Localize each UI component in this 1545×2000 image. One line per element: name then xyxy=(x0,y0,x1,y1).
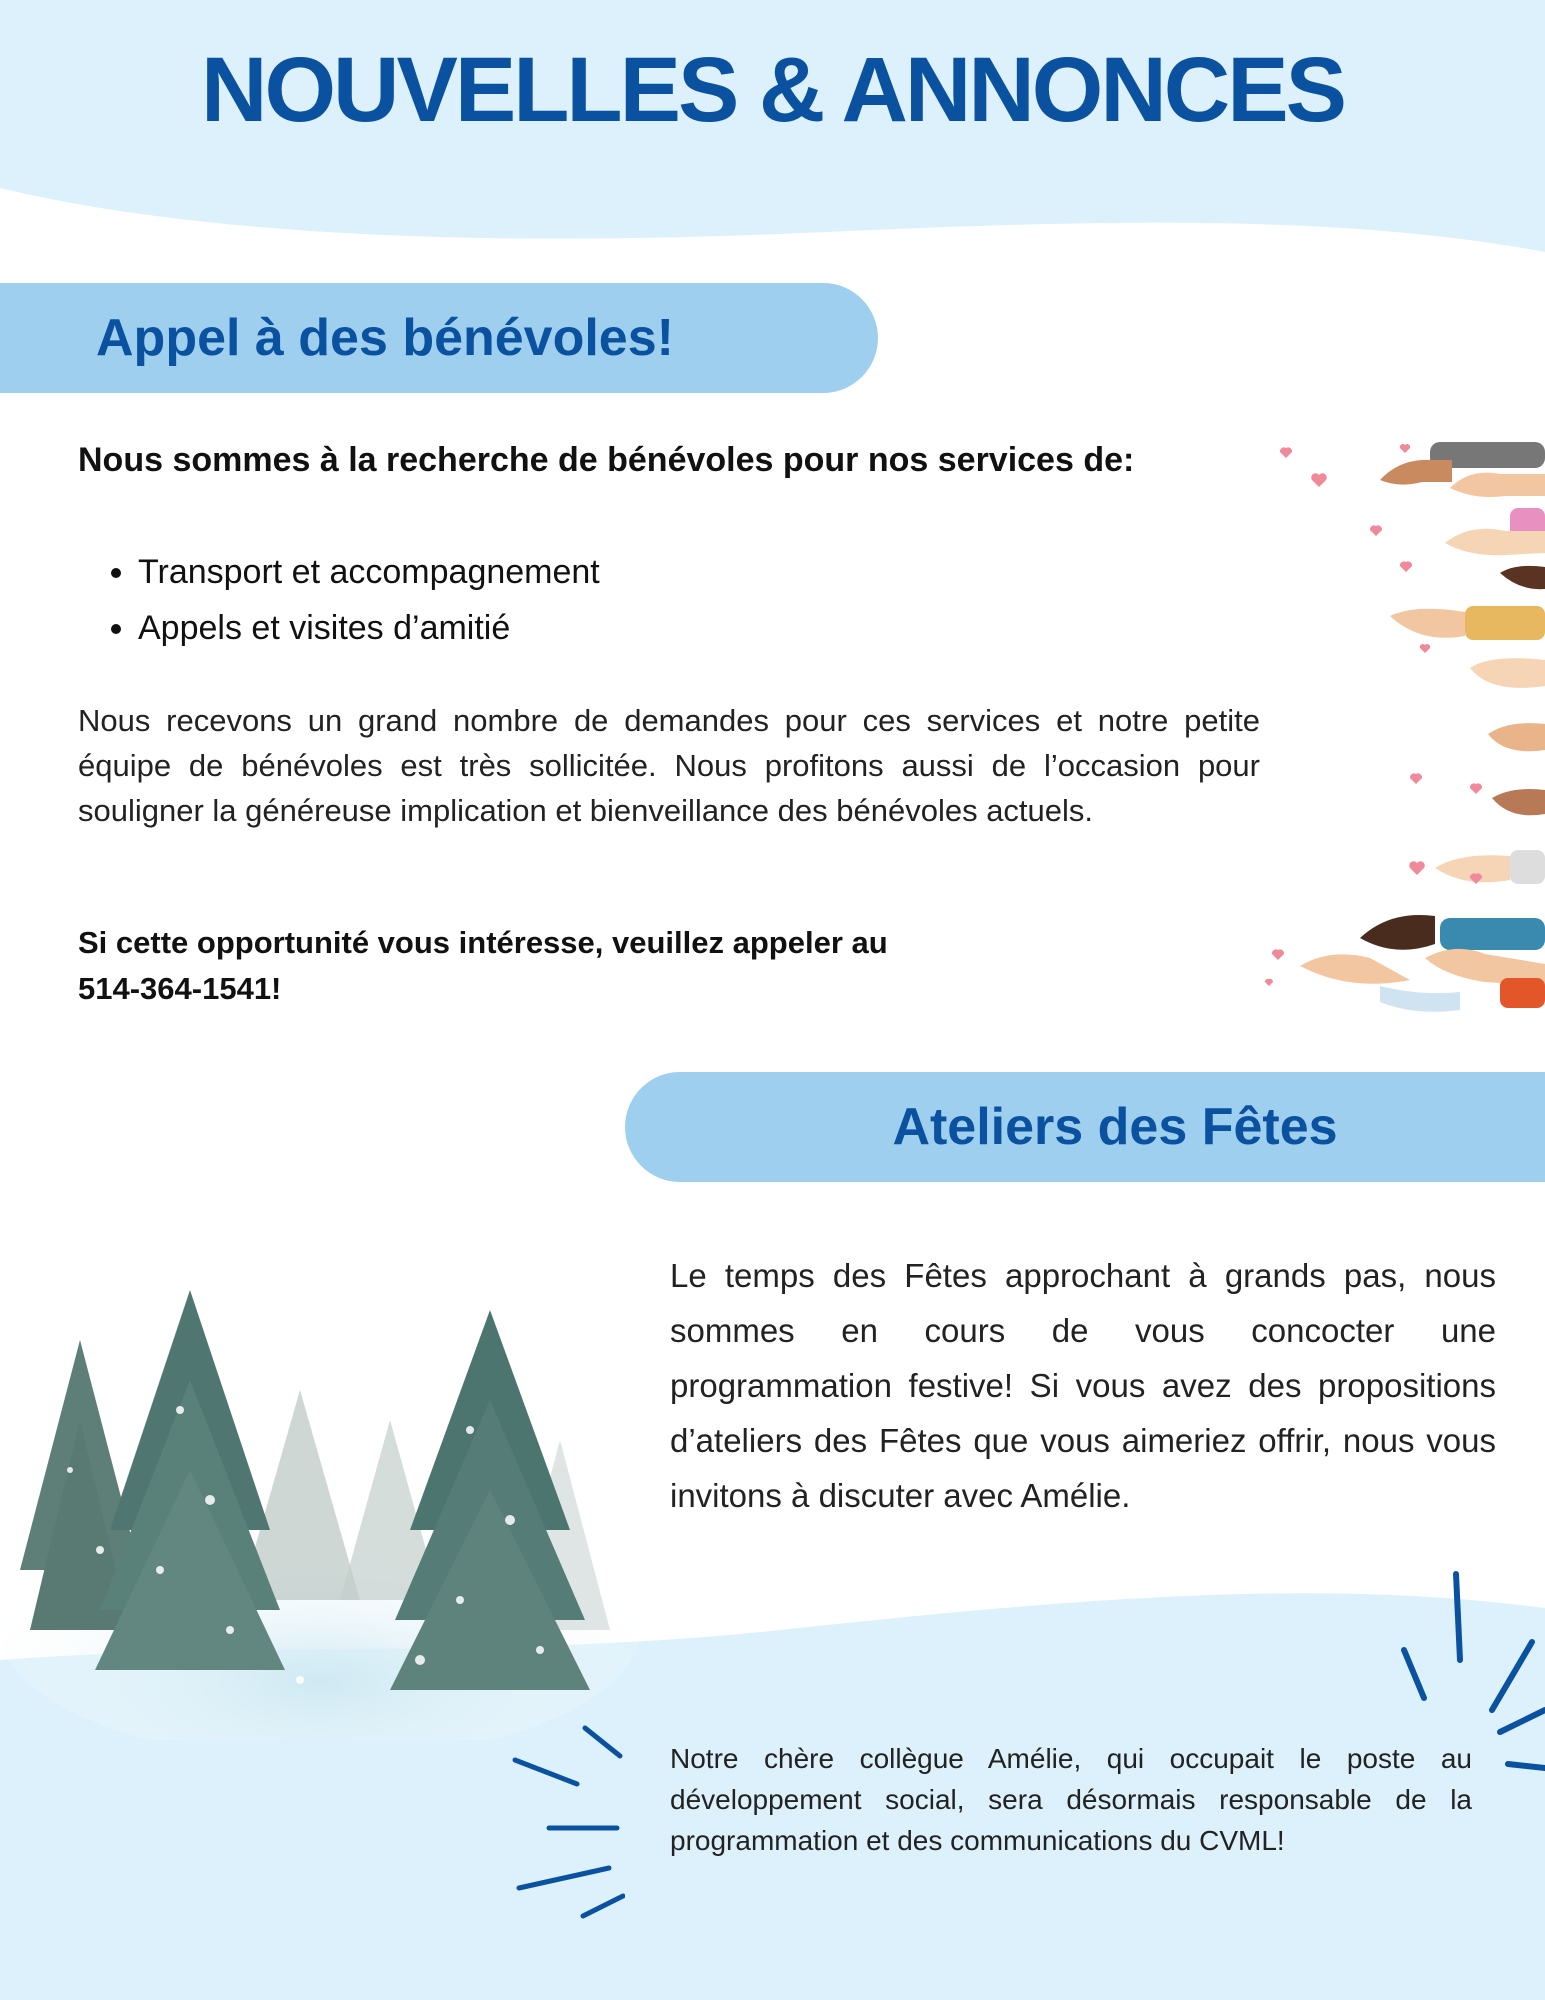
workshops-note: Notre chère collègue Amélie, qui occupait le poste au développement social, sera désormais responsable de la programmation et des communications du CVML! xyxy=(670,1743,1472,1856)
hands-illustration xyxy=(1260,438,1545,1018)
winter-trees-illustration xyxy=(0,1270,640,1740)
section-heading-volunteers xyxy=(0,283,878,393)
heart-icons xyxy=(1265,444,1482,986)
service-item: • Appels et visites d’amitié xyxy=(138,600,600,656)
section-heading-workshops xyxy=(625,1072,1545,1182)
services-list xyxy=(98,544,600,656)
cta-text: Si cette opportunité vous intéresse, veuillez appeler au xyxy=(78,925,888,960)
page-title: NOUVELLES & ANNONCES xyxy=(201,39,1344,141)
volunteers-cta xyxy=(78,920,1260,1012)
service-item: • Transport et accompagnement xyxy=(138,544,600,600)
reaching-hands xyxy=(1300,442,1545,1012)
workshops-heading: Ateliers des Fêtes xyxy=(892,1098,1338,1156)
cta-phone: 514-364-1541! xyxy=(78,971,282,1006)
sparkle-burst-icon xyxy=(505,1720,625,1920)
volunteers-intro: Nous sommes à la recherche de bénévoles pour nos services de: xyxy=(78,441,1135,479)
volunteers-body: Nous recevons un grand nombre de demandes pour ces services et notre petite équipe de bénévoles est très sollicitée. Nous profitons aussi de l’occasion pour souligner la généreuse implication et bienveillance des bénévoles actuels. xyxy=(78,703,1260,828)
workshops-body: Le temps des Fêtes approchant à grands pas, nous sommes en cours de vous concocter une programmation festive! Si vous avez des propositions d’ateliers des Fêtes que vous aimeriez offrir, nous vous invitons à discuter avec Amélie. xyxy=(670,1257,1496,1514)
volunteers-heading: Appel à des bénévoles! xyxy=(96,309,674,367)
